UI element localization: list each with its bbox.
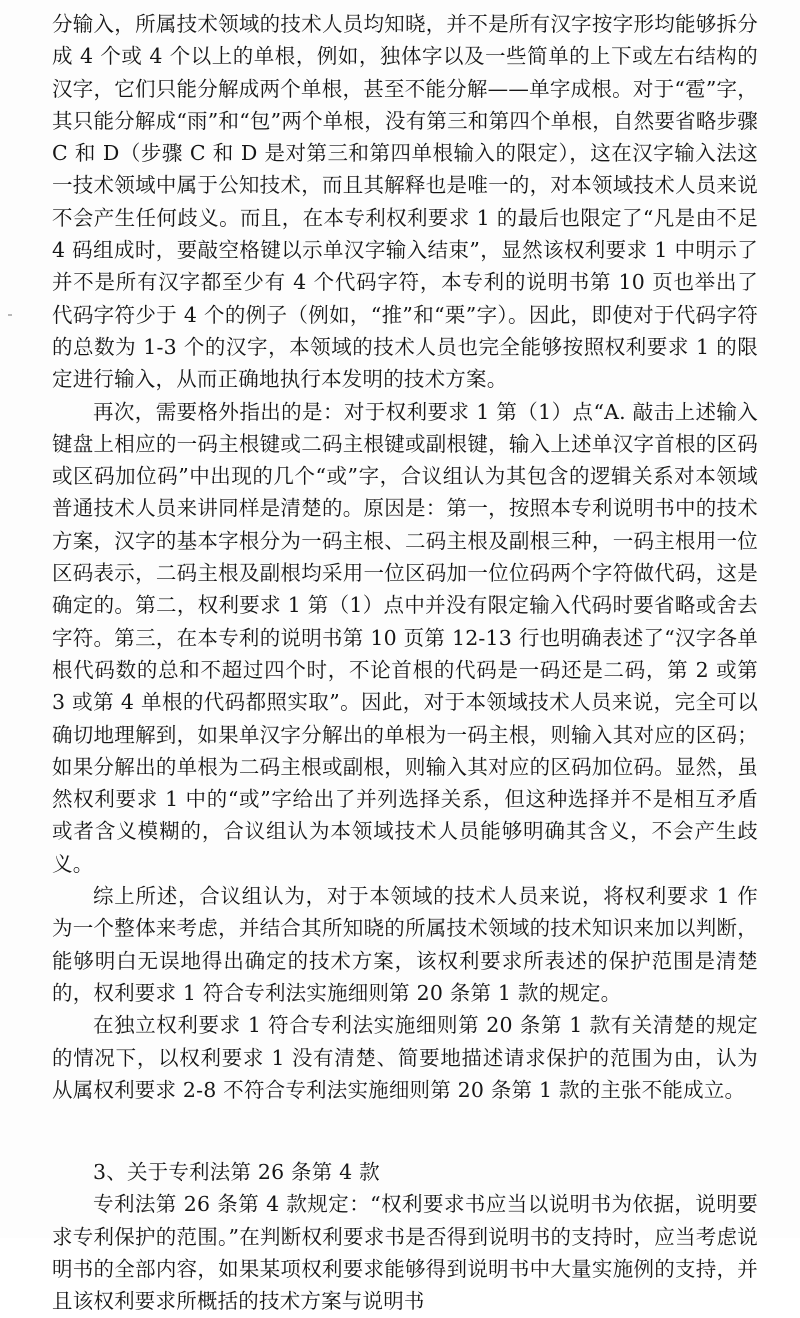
section-heading: 3、关于专利法第 26 条第 4 款 <box>93 1160 380 1185</box>
document-body <box>52 8 758 1318</box>
scan-mark <box>8 314 12 316</box>
paragraph-second-point: 再次，需要格外指出的是：对于权利要求 1 第（1）点“A. 敲击上述输入键盘上相应的一码主根键或二码主根键或副根键，输入上述单汉字首根的区码或区码加位码”中出现的几个“或”字，合议组认为其包含的逻辑关系对本领域普通技术人员来讲同样是清楚的。原因是：第一，按照本专利说明书中的技术方案，汉字的基本字根分为一码主根、二码主根及副根三种，一码主根用一位区码表示，二码主根及副根均采用一位区码加一位位码两个字符做代码，这是确定的。第二，权利要求 1 第（1）点中并没有限定输入代码时要省略或舍去字符。第三，在本专利的说明书第 10 页第 12-13 行也明确表述了“汉字各单根代码数的总和不超过四个时，不论首根的代码是一码还是二码，第 2 或第 3 或第 4 单根的代码都照实取”。因此，对于本领域技术人员来说，完全可以确切地理解到，如果单汉字分解出的单根为一码主根，则输入其对应的区码；如果分解出的单根为二码主根或副根，则输入其对应的区码加位码。显然，虽然权利要求 1 中的“或”字给出了并列选择关系，但这种选择并不是相互矛盾或者含义模糊的，合议组认为本领域技术人员能够明确其含义，不会产生歧义。 <box>52 399 758 876</box>
paragraph-conclusion: 综上所述，合议组认为，对于本领域的技术人员来说，将权利要求 1 作为一个整体来考虑，并结合其所知晓的所属技术领域的技术知识来加以判断，能够明白无误地得出确定的技术方案，该权利要求所表述的保护范围是清楚的，权利要求 1 符合专利法实施细则第 20 条第 1 款的规定。 <box>52 884 758 1005</box>
paragraph-continuation: 分输入，所属技术领域的技术人员均知晓，并不是所有汉字按字形均能够拆分成 4 个或 4 个以上的单根，例如，独体字以及一些简单的上下或左右结构的汉字，它们只能分解成两个单根，甚至不能分解——单字成根。对于“雹”字，其只能分解成“雨”和“包”两个单根，没有第三和第四个单根，自然要省略步骤 C 和 D（步骤 C 和 D 是对第三和第四单根输入的限定），这在汉字输入法这一技术领域中属于公知技术，而且其解释也是唯一的，对本领域技术人员来说不会产生任何歧义。而且，在本专利权利要求 1 的最后也限定了“凡是由不足 4 码组成时，要敲空格键以示单汉字输入结束”，显然该权利要求 1 中明示了并不是所有汉字都至少有 4 个代码字符，本专利的说明书第 10 页也举出了代码字符少于 4 个的例子（例如，“推”和“栗”字）。因此，即使对于代码字符的总数为 1-3 个的汉字，本领域的技术人员也完全能够按照权利要求 1 的限定进行输入，从而正确地执行本发明的技术方案。 <box>52 12 758 392</box>
section-spacer <box>52 1106 758 1156</box>
paragraph-dependent-claims: 在独立权利要求 1 符合专利法实施细则第 20 条第 1 款有关清楚的规定的情况下，以权利要求 1 没有清楚、简要地描述请求保护的范围为由，认为从属权利要求 2-8 不符合专利法实施细则第 20 条第 1 款的主张不能成立。 <box>52 1013 758 1102</box>
paragraph-article-26: 专利法第 26 条第 4 款规定：“权利要求书应当以说明书为依据，说明要求专利保护的范围。”在判断权利要求书是否得到说明书的支持时，应当考虑说明书的全部内容，如果某项权利要求能够得到说明书中大量实施例的支持，并且该权利要求所概括的技术方案与说明书 <box>52 1192 758 1314</box>
